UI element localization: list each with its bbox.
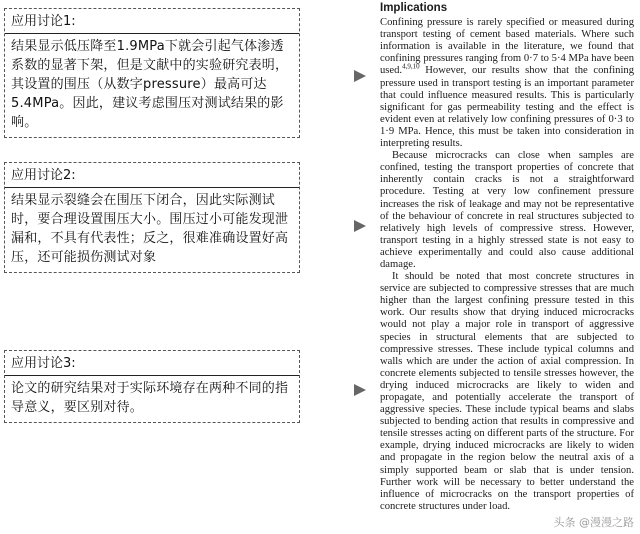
note-divider [5,187,299,188]
watermark: 头条 @漫漫之路 [553,516,634,529]
paragraph-1 [380,17,634,150]
discussion-note-3 [4,350,300,423]
note-body: 结果显示低压降至1.9MPa下就会引起气体渗透系数的显著下架，但是文献中的实验研究表明，其设置的围压（从数字pressure）最高可达5.4MPa。因此，建议考虑围压对测试结果的影响。 [11,39,289,130]
paragraph-1-part-a: Confining pressure is rarely specified or measured during transport testing of cement based materials. Where such information is available in the literature, we found that confining pressures ranging from 0·7 to 5·4 MPa have been used. [380,17,634,77]
note-divider [5,33,299,34]
paragraph-3: It should be noted that most concrete structures in service are subjected to compressive stresses that are much higher than the largest confining pressure tested in this work. Our results show that drying induced microcracks would not play a major role in transport of aggressive species in structural elements that are subjected to compressive stresses. These include typical columns and walls which are under the action of axial compression. In concrete elements subjected to tensile stresses however, the drying induced microcracks are likely to widen and propagate, and potentially accelerate the transport of aggressive species. These include typical beams and slabs subjected to bending action that results in compressive and tensile stresses acting on different parts of the structure. For example, drying induced microcracks are likely to widen and propagate in the region below the neutral axis of a simply supported beam or slab that is under tension. Further work will be necessary to better understand the influence of microcracks on the transport properties of concrete structures under load. [380,271,634,512]
section-heading: Implications [380,2,448,14]
arrow-right-icon [354,70,366,82]
arrow-right-icon [354,384,366,396]
discussion-note-1 [4,8,300,138]
discussion-note-2 [4,162,300,273]
note-body: 结果显示裂缝会在围压下闭合，因此实际测试时，要合理设置围压大小。围压过小可能发现泄漏和，不具有代表性；反之，很难准确设置好高压，还可能损伤测试对象 [11,193,289,265]
paragraph-1-part-b: However, our results show that the confining pressure used in transport testing is an important parameter that could influence measured results. This is particularly significant for gas permeability testing and the effect is evident even at relatively low confining pressures of 0·3 to 1·9 MPa. Hence, this must be taken into consideration in interpreting results. [380,65,634,150]
paragraph-2: Because microcracks can close when samples are confined, testing the transport properties of concrete that inherently contain cracks is not a straightforward procedure. Testing at very low confinement pressure increases the risk of leakage and may not be representative of the behaviour of concrete in real structures subjected to relatively high levels of compressive stress. However, transport testing in a highly stressed state is not easy to achieve experimentally and could also cause additional damage. [380,150,634,270]
note-body: 论文的研究结果对于实际环境存在两种不同的指导意义，要区别对待。 [11,381,289,415]
note-divider [5,375,299,376]
citation-superscript: 4,9,10 [402,62,420,71]
note-title: 应用讨论2: [11,168,76,183]
paper-excerpt [380,2,634,513]
note-title: 应用讨论3: [11,356,76,371]
arrow-right-icon [354,220,366,232]
note-title: 应用讨论1: [11,14,76,29]
